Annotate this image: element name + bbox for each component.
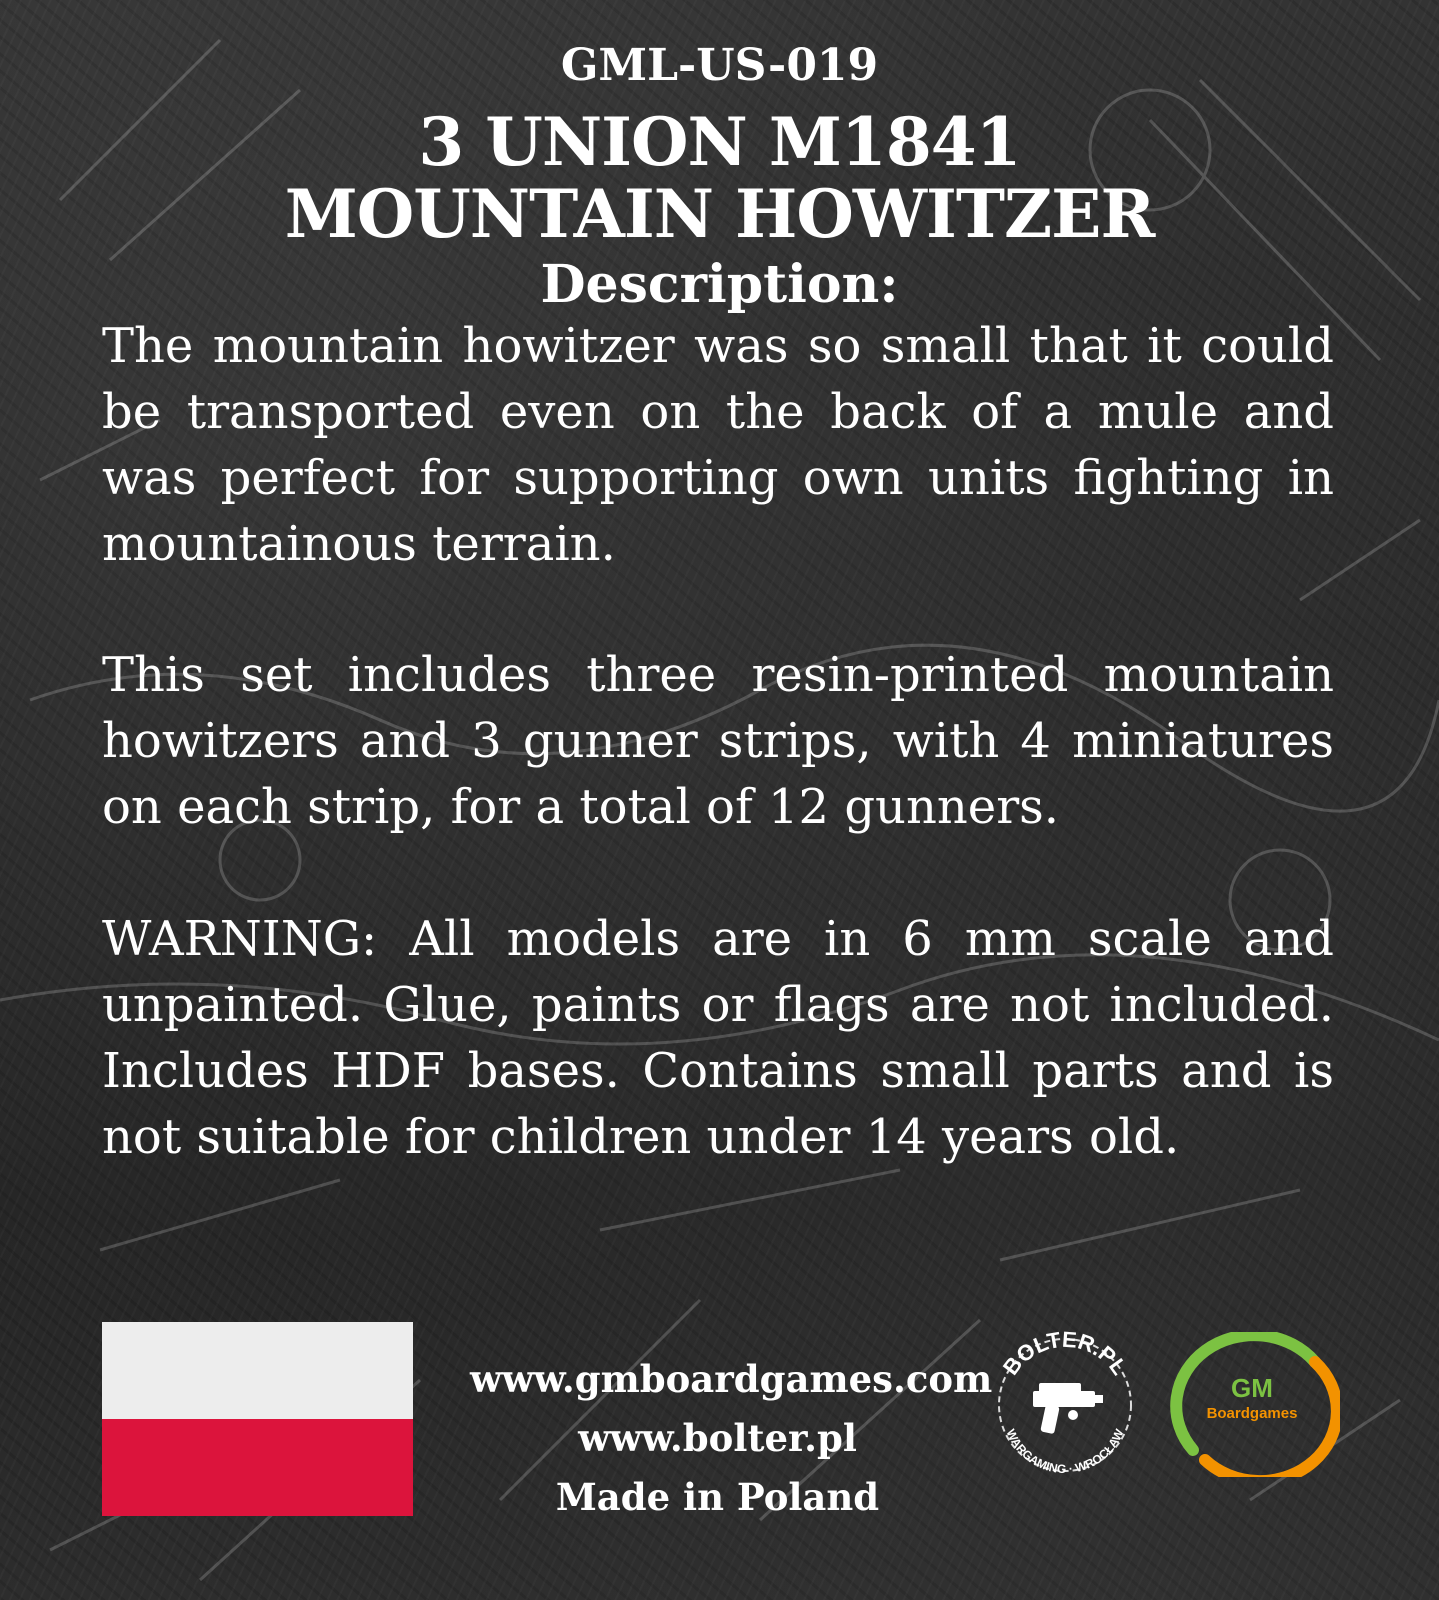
description-paragraph: The mountain howitzer was so small that it could be transported even on the back of a mule and was perfect for supporting own units fighting in mountainous terrain. [102, 318, 1334, 572]
bolter-bottom-text: WARGAMING · WROCŁAW [1003, 1426, 1127, 1477]
gmboardgames-link[interactable]: www.gmboardgames.com [470, 1357, 993, 1401]
warning-paragraph: WARNING: All models are in 6 mm scale and unpainted. Glue, paints or flags are not included. Includes HDF bases. Contains small parts and is not suitable for children under 14 years old. [102, 911, 1334, 1165]
contents-paragraph: This set includes three resin-printed mountain howitzers and 3 gunner strips, with 4 miniatures on each strip, for a total of 12 gunners. [102, 647, 1334, 835]
poland-flag-icon [102, 1322, 413, 1516]
flag-white-stripe [102, 1322, 413, 1419]
title-line-2: MOUNTAIN HOWITZER [284, 175, 1155, 253]
bolter-logo [985, 1325, 1145, 1485]
product-title [0, 103, 1439, 253]
pistol-icon [1033, 1383, 1103, 1434]
flag-red-stripe [102, 1419, 413, 1516]
product-code: GML-US-019 [560, 40, 879, 91]
gm-logo-bottom-text: Boardgames [1206, 1405, 1298, 1422]
svg-text:WARGAMING · WROCŁAW [1004, 1426, 1127, 1476]
gm-logo-top-text: GM [1231, 1373, 1273, 1403]
made-in-label: Made in Poland [555, 1475, 880, 1519]
svg-text:BOLTER.PL [998, 1327, 1132, 1380]
bolter-link[interactable]: www.bolter.pl [578, 1416, 857, 1460]
footer-links [470, 1350, 993, 1527]
gm-boardgames-logo [1165, 1332, 1340, 1477]
bolter-top-text: BOLTER.PL [997, 1326, 1133, 1380]
description-heading: Description: [540, 254, 899, 315]
title-line-1: 3 UNION M1841 [418, 103, 1021, 181]
